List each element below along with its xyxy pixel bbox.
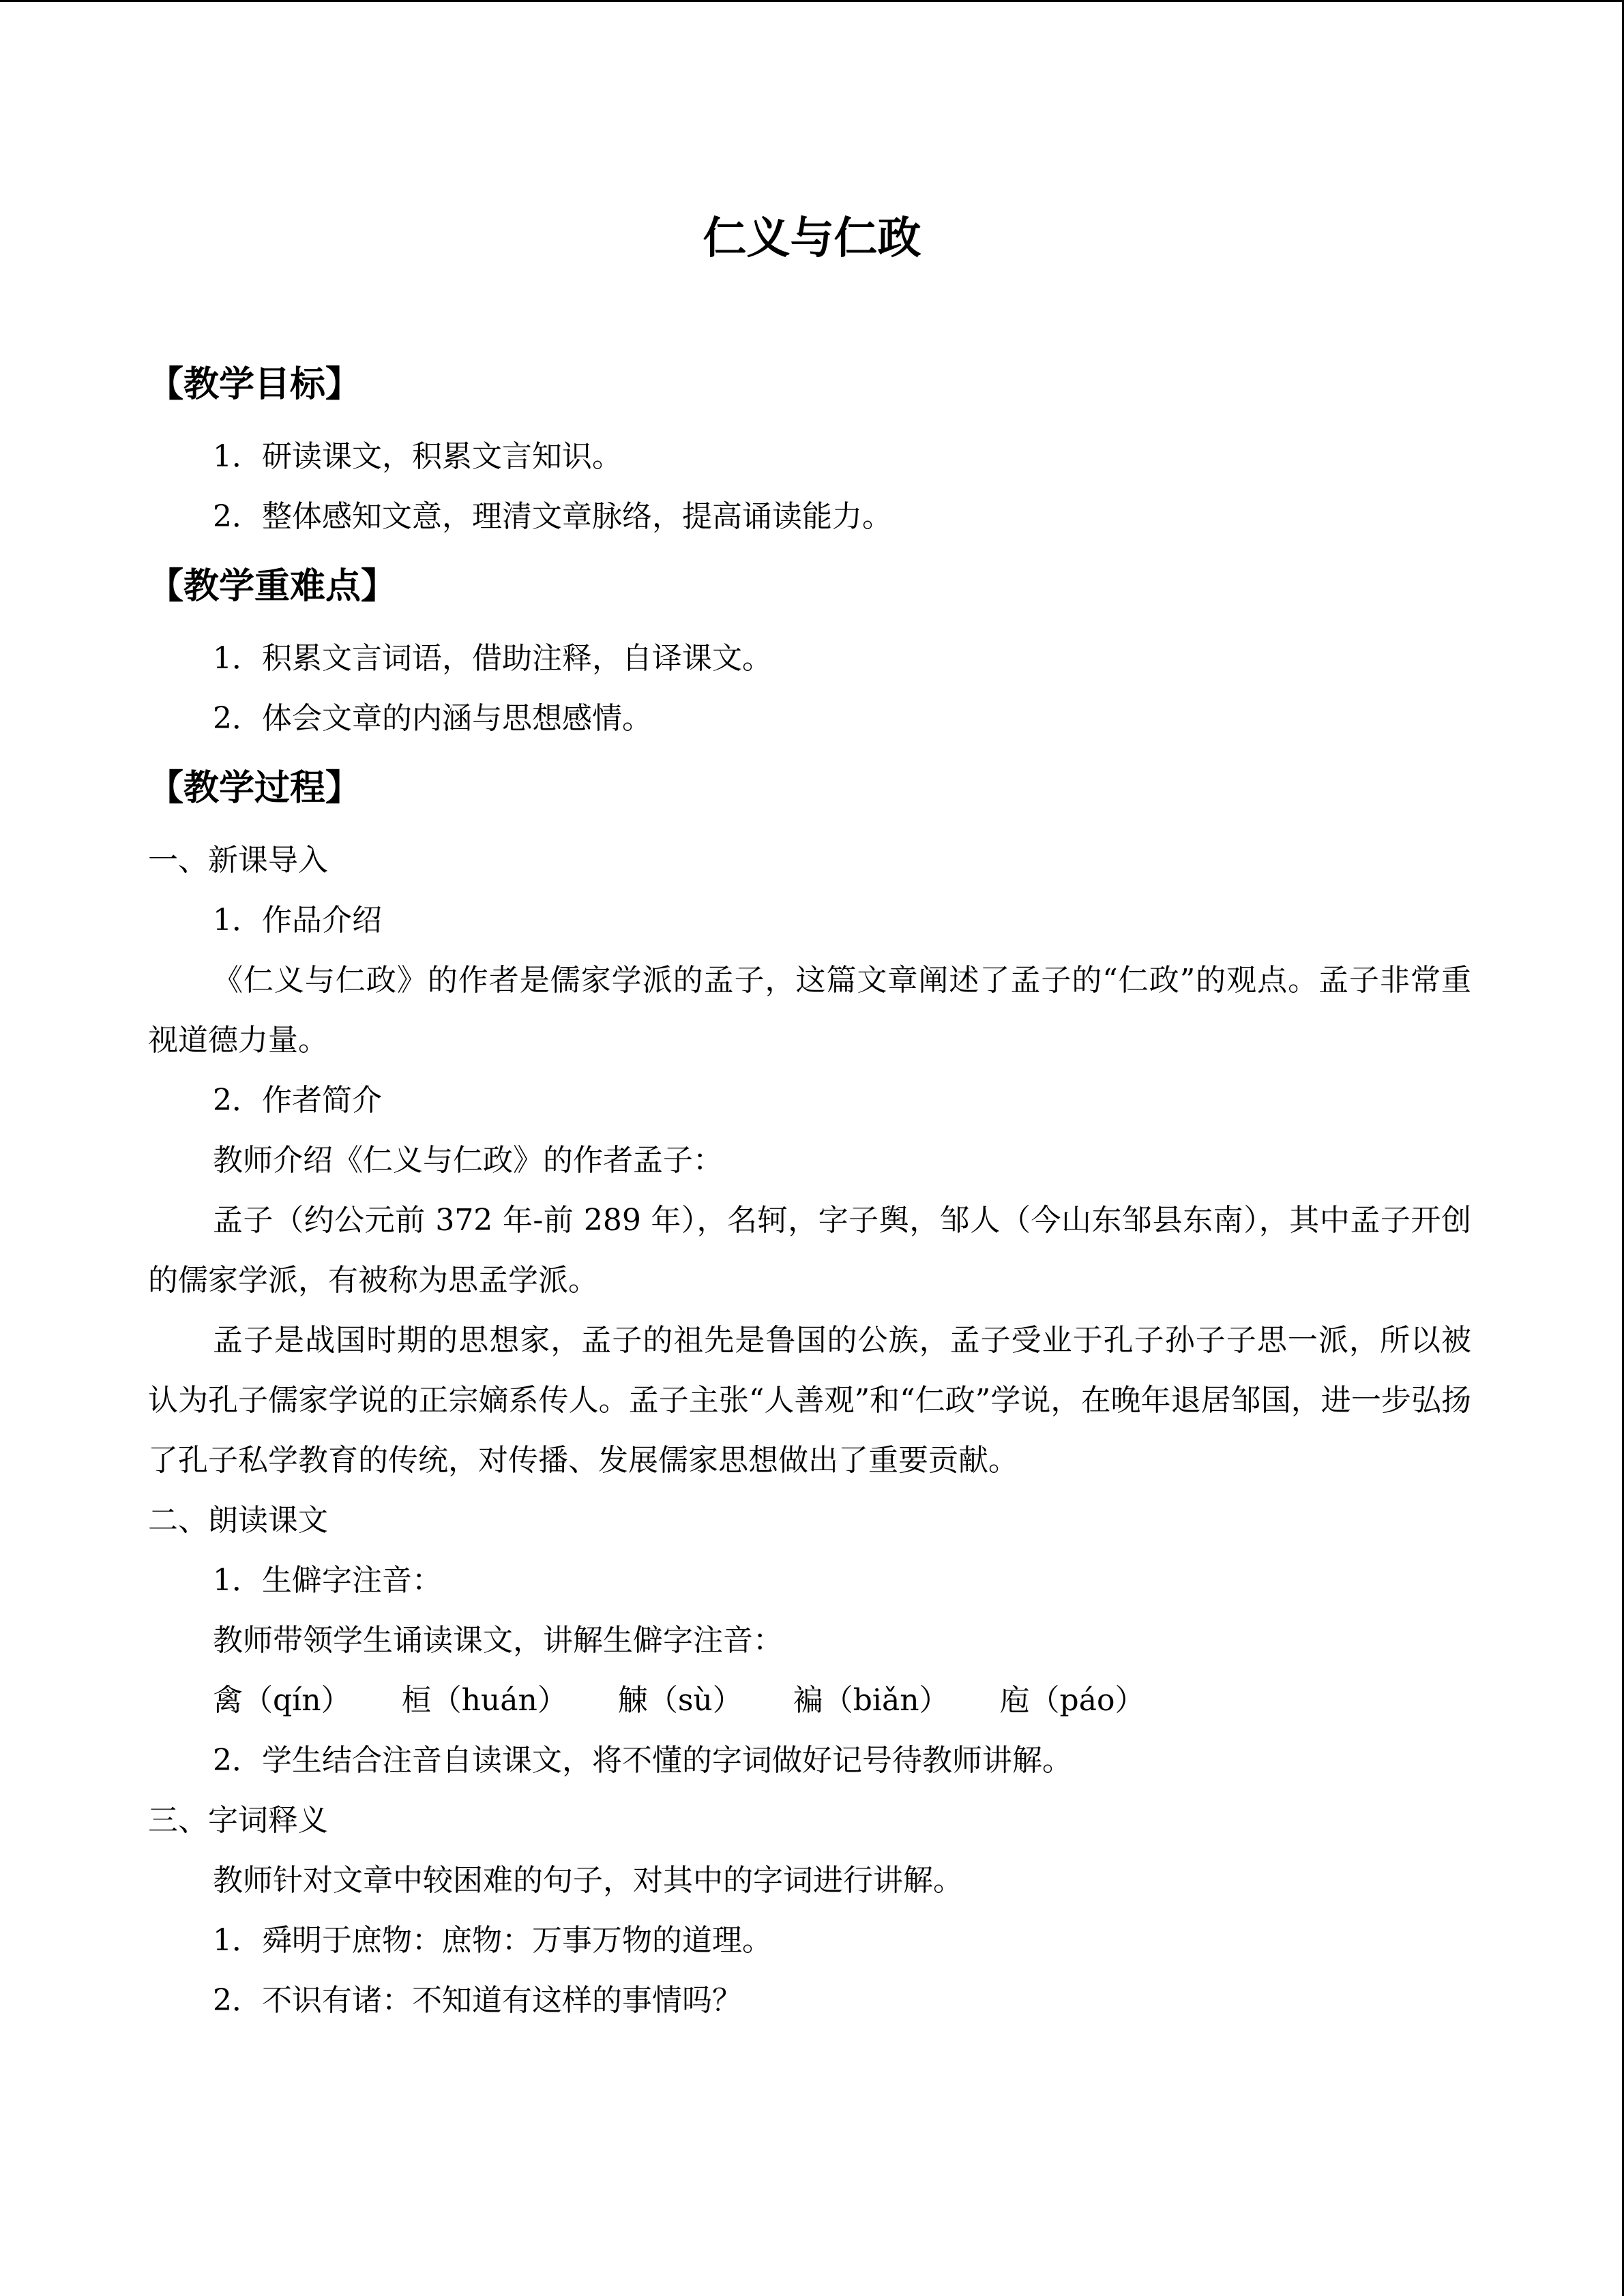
part1-para4: 孟子是战国时期的思想家，孟子的祖先是鲁国的公族，孟子受业于孔子孙子子思一派，所以被认为孔子儒家学说的正宗嫡系传人。孟子主张“人善观”和“仁政”学说，在晚年退居邹国，进一步弘扬了孔子私学教育的传统，对传播、发展儒家思想做出了重要贡献。 bbox=[148, 1323, 1471, 1478]
pinyin-item: 庖（páo） bbox=[999, 1683, 1145, 1718]
part1-para3: 孟子（约公元前 372 年-前 289 年），名轲，字子舆，邹人（今山东邹县东南），其中孟子开创的儒家学派，有被称为思孟学派。 bbox=[148, 1203, 1471, 1298]
part3-heading: 三、字词释义 bbox=[148, 1803, 328, 1838]
part3-para1: 教师针对文章中较困难的句子，对其中的字词进行讲解。 bbox=[213, 1863, 963, 1898]
pinyin-list bbox=[148, 1671, 1471, 1731]
part2-para1: 教师带领学生诵读课文，讲解生僻字注音： bbox=[213, 1623, 783, 1658]
part1-para1: 《仁义与仁政》的作者是儒家学派的孟子，这篇文章阐述了孟子的“仁政”的观点。孟子非常重视道德力量。 bbox=[148, 963, 1471, 1058]
section-heading-goals: 【教学目标】 bbox=[148, 364, 361, 405]
document-title: 仁义与仁政 bbox=[703, 213, 921, 264]
part1-heading: 一、新课导入 bbox=[148, 843, 328, 878]
part3-item: 2．不识有诸：不知道有这样的事情吗？ bbox=[213, 1983, 742, 2018]
goal-item: 2．整体感知文意，理清文章脉络，提高诵读能力。 bbox=[213, 499, 892, 534]
document-body bbox=[148, 355, 1471, 2031]
page-top-border bbox=[0, 0, 1624, 2]
key-point-item: 1．积累文言词语，借助注释，自译课文。 bbox=[213, 641, 772, 676]
part1-sub2: 2．作者简介 bbox=[213, 1083, 382, 1118]
section-heading-process: 【教学过程】 bbox=[148, 768, 361, 809]
part3-item: 1．舜明于庶物：庶物：万事万物的道理。 bbox=[213, 1923, 772, 1958]
part2-sub2: 2．学生结合注音自读课文，将不懂的字词做好记号待教师讲解。 bbox=[213, 1743, 1072, 1778]
pinyin-item: 禽（qín） bbox=[213, 1683, 351, 1718]
part2-sub1: 1．生僻字注音： bbox=[213, 1563, 442, 1598]
part1-sub1: 1．作品介绍 bbox=[213, 903, 382, 938]
pinyin-item: 褊（biǎn） bbox=[793, 1683, 949, 1718]
key-point-item: 2．体会文章的内涵与思想感情。 bbox=[213, 701, 652, 736]
section-heading-key-points: 【教学重难点】 bbox=[148, 566, 397, 607]
pinyin-item: 觫（sù） bbox=[617, 1683, 743, 1718]
part2-heading: 二、朗读课文 bbox=[148, 1503, 328, 1538]
goal-item: 1．研读课文，积累文言知识。 bbox=[213, 439, 622, 474]
part1-para2: 教师介绍《仁义与仁政》的作者孟子： bbox=[213, 1143, 723, 1178]
pinyin-item: 桓（huán） bbox=[401, 1683, 567, 1718]
